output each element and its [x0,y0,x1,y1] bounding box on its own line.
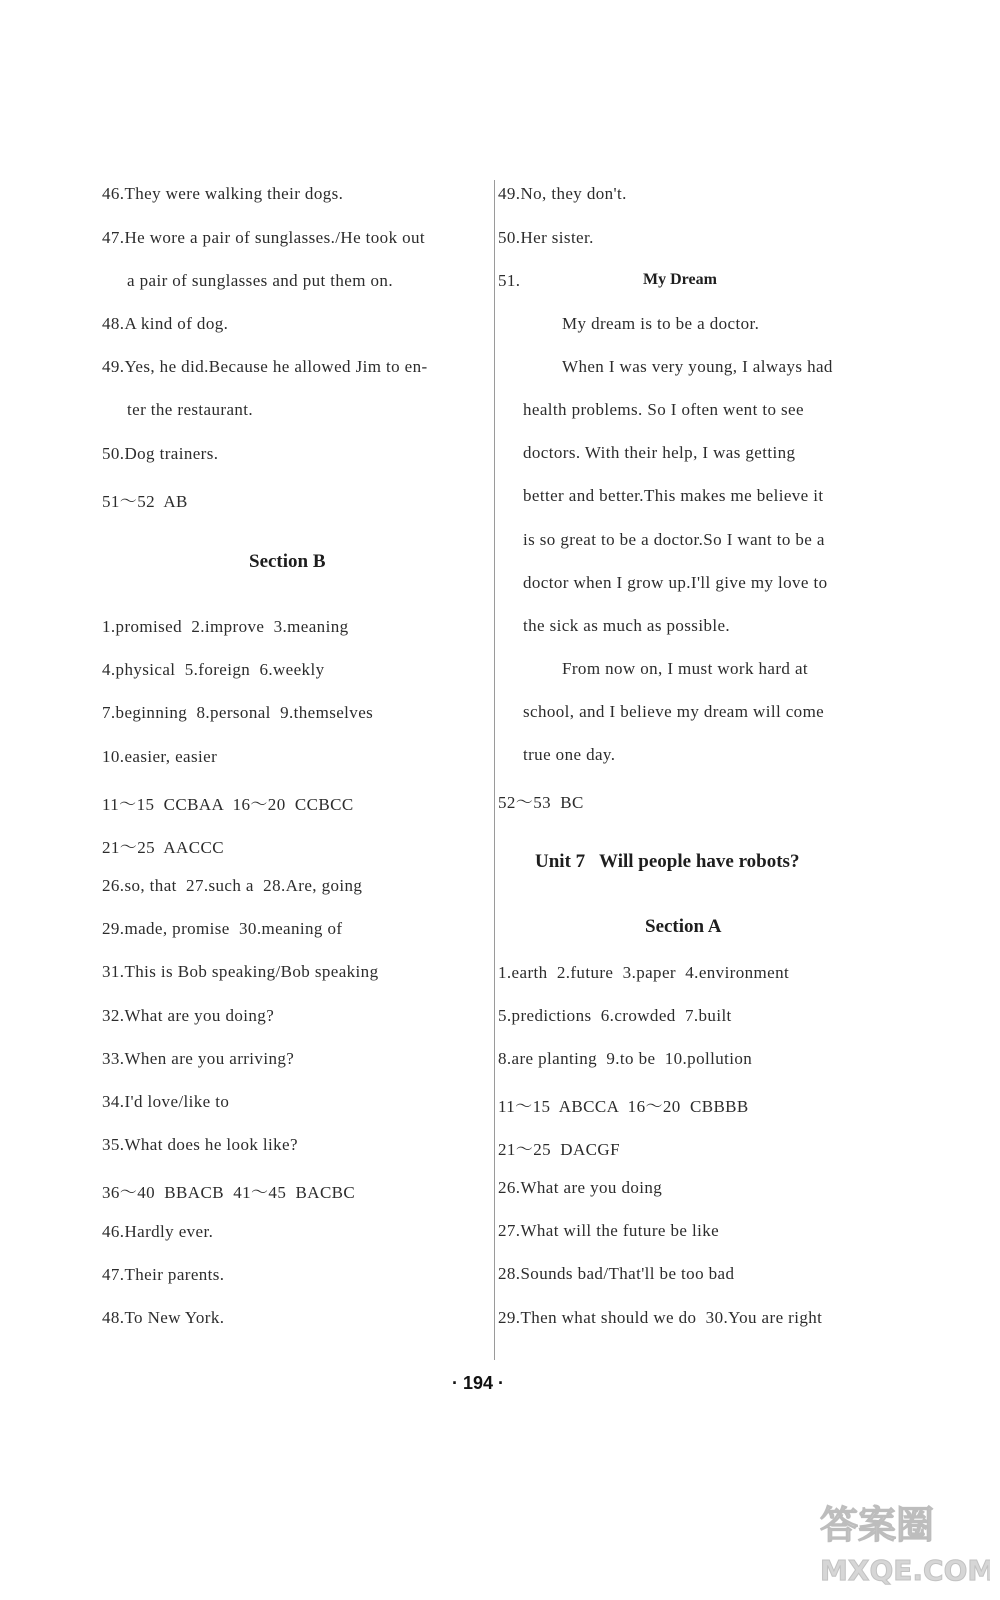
watermark-logo-chars: 答案圈 [820,1503,935,1547]
essay-title: My Dream [643,271,717,288]
page-number: · 194 · [452,1373,505,1393]
answer-line: 36～40 BBACB 41～45 BACBC [102,1183,356,1202]
answer-line: a pair of sunglasses and put them on. [127,271,393,290]
answer-line: 7.beginning 8.personal 9.themselves [102,703,374,722]
answer-line: 34.I'd love/like to [102,1092,230,1111]
answer-line: 26.so, that 27.such a 28.Are, going [102,876,363,895]
column-divider [494,180,495,1360]
answer-line: 48.A kind of dog. [102,314,229,333]
answer-line: 21～25 DACGF [498,1140,620,1159]
answer-line: 49.No, they don't. [498,184,627,203]
essay-line: health problems. So I often went to see [523,400,804,419]
watermark-graphic [800,1490,990,1590]
answer-line: 27.What will the future be like [498,1221,720,1240]
watermark-logo [800,1490,990,1590]
answer-line: 52～53 BC [498,793,584,812]
answer-line: 31.This is Bob speaking/Bob speaking [102,962,379,981]
essay-number: 51. [498,271,521,290]
answer-line: 47.He wore a pair of sunglasses./He took out [102,228,426,247]
answer-line: 46.They were walking their dogs. [102,184,344,203]
answer-line: 50.Her sister. [498,228,594,247]
answer-line: 32.What are you doing? [102,1006,275,1025]
answer-line: 35.What does he look like? [102,1135,298,1154]
answer-line: 46.Hardly ever. [102,1222,214,1241]
essay-line: is so great to be a doctor.So I want to be a [523,530,825,549]
section-a-heading: Section A [645,916,722,937]
answer-line: 21～25 AACCC [102,838,224,857]
essay-line: the sick as much as possible. [523,616,731,635]
answer-line: 29.made, promise 30.meaning of [102,919,343,938]
answer-line: 47.Their parents. [102,1265,225,1284]
answer-line: 4.physical 5.foreign 6.weekly [102,660,325,679]
essay-line: My dream is to be a doctor. [562,314,760,333]
essay-line: doctors. With their help, I was getting [523,443,796,462]
answer-line: 11～15 CCBAA 16～20 CCBCC [102,795,354,814]
watermark-text: MXQE.COM [820,1554,990,1587]
answer-line: 8.are planting 9.to be 10.pollution [498,1049,753,1068]
section-b-heading: Section B [249,551,326,572]
answer-line: 50.Dog trainers. [102,444,219,463]
answer-line: 49.Yes, he did.Because he allowed Jim to en- [102,357,428,376]
essay-line: From now on, I must work hard at [562,659,809,678]
answer-line: 10.easier, easier [102,747,218,766]
essay-line: true one day. [523,745,616,764]
essay-line: better and better.This makes me believe it [523,486,824,505]
answer-line: 33.When are you arriving? [102,1049,295,1068]
answer-line: 48.To New York. [102,1308,225,1327]
answer-line: 26.What are you doing [498,1178,663,1197]
essay-line: school, and I believe my dream will come [523,702,825,721]
answer-line: ter the restaurant. [127,400,254,419]
answer-line: 28.Sounds bad/That'll be too bad [498,1264,735,1283]
answer-line: 1.promised 2.improve 3.meaning [102,617,349,636]
answer-line: 29.Then what should we do 30.You are right [498,1308,823,1327]
answer-line: 51～52 AB [102,492,188,511]
unit-heading: Unit 7 Will people have robots? [535,851,800,872]
essay-line: When I was very young, I always had [562,357,833,376]
answer-line: 5.predictions 6.crowded 7.built [498,1006,732,1025]
answer-line: 11～15 ABCCA 16～20 CBBBB [498,1097,749,1116]
answer-line: 1.earth 2.future 3.paper 4.environment [498,963,790,982]
essay-line: doctor when I grow up.I'll give my love to [523,573,828,592]
